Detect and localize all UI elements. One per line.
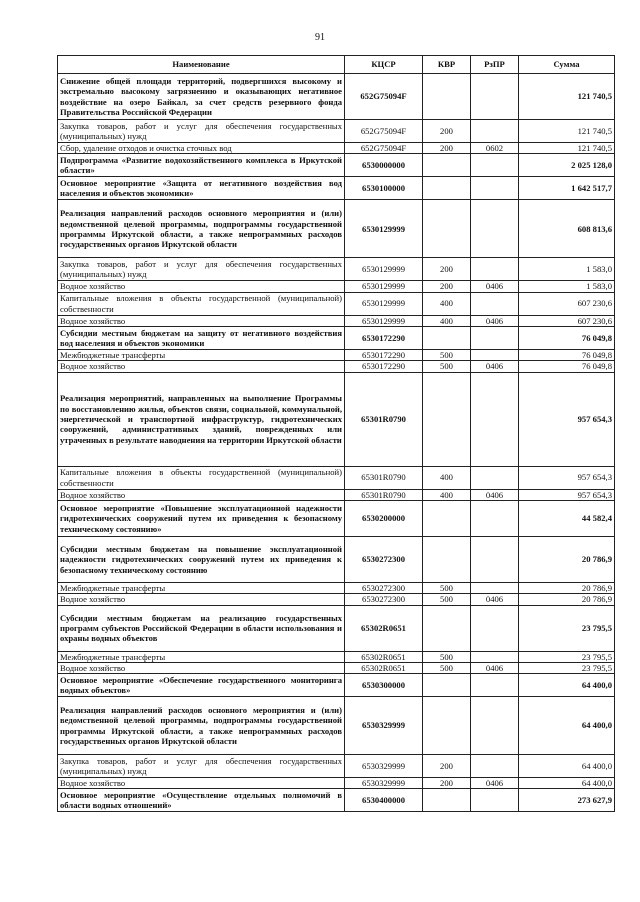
cell-rzpr [471,74,519,120]
cell-kvr [423,536,471,582]
cell-kvr [423,697,471,755]
cell-kvr: 500 [423,662,471,673]
cell-name: Межбюджетные трансферты [58,349,345,360]
cell-sum: 121 740,5 [519,74,615,120]
cell-name: Водное хозяйство [58,315,345,326]
cell-sum: 957 654,3 [519,466,615,489]
cell-kcsr: 6530129999 [345,281,423,292]
cell-sum: 20 786,9 [519,536,615,582]
table-row [58,200,615,258]
cell-name: Основное мероприятие «Обеспечение государственного мониторинга водных объектов» [58,674,345,697]
cell-kcsr: 65302R0651 [345,605,423,651]
cell-kcsr: 65301R0790 [345,466,423,489]
cell-sum: 1 583,0 [519,258,615,281]
cell-name: Снижение общей площади территорий, подвергшихся высокому и экстремально высокому загрязнению и оказывающих негативное воздействие на озеро Байкал, за счет средств резервного фонда Правительства Российской Федерации [58,74,345,120]
cell-kcsr: 6530129999 [345,258,423,281]
cell-kvr: 500 [423,594,471,605]
cell-name: Подпрограмма «Развитие водохозяйственного комплекса в Иркутской области» [58,154,345,177]
cell-kcsr: 6530129999 [345,315,423,326]
cell-kcsr: 6530329999 [345,697,423,755]
table-row [58,326,615,349]
cell-name: Капитальные вложения в объекты государственной (муниципальной) собственности [58,466,345,489]
cell-kvr: 200 [423,755,471,778]
header-sum: Сумма [519,56,615,74]
cell-kcsr: 6530329999 [345,755,423,778]
cell-kcsr: 65302R0651 [345,651,423,662]
cell-sum: 23 795,5 [519,651,615,662]
cell-kcsr: 652G75094F [345,120,423,143]
cell-rzpr [471,292,519,315]
budget-table [57,55,615,812]
cell-name: Основное мероприятие «Осуществление отдельных полномочий в области водных отношений» [58,789,345,812]
table-body [58,74,615,812]
cell-sum: 64 400,0 [519,697,615,755]
cell-kvr: 400 [423,315,471,326]
cell-sum: 23 795,5 [519,662,615,673]
cell-sum: 20 786,9 [519,582,615,593]
cell-kcsr: 65302R0651 [345,662,423,673]
cell-kvr: 200 [423,258,471,281]
table-row [58,500,615,536]
cell-name: Реализация направлений расходов основного мероприятия и (или) ведомственной целевой программы, подпрограммы государственной программы Иркутской области, а также непрограммных расходов государственных органов Иркутской области [58,200,345,258]
header-rzpr: РзПР [471,56,519,74]
table-row [58,466,615,489]
cell-rzpr [471,372,519,466]
table-row [58,281,615,292]
cell-rzpr: 0406 [471,315,519,326]
cell-rzpr [471,500,519,536]
cell-kvr: 400 [423,466,471,489]
cell-kcsr: 652G75094F [345,143,423,154]
table-row [58,674,615,697]
cell-rzpr [471,651,519,662]
cell-rzpr [471,154,519,177]
cell-kcsr: 652G75094F [345,74,423,120]
cell-rzpr [471,177,519,200]
cell-sum: 64 400,0 [519,778,615,789]
table-row [58,349,615,360]
cell-kcsr: 6530200000 [345,500,423,536]
cell-name: Межбюджетные трансферты [58,582,345,593]
cell-kvr [423,326,471,349]
table-row [58,662,615,673]
cell-rzpr [471,582,519,593]
cell-name: Основное мероприятие «Повышение эксплуатационной надежности гидротехнических сооружений путем их приведения к безопасному техническому состоянию» [58,500,345,536]
cell-kvr [423,74,471,120]
cell-name: Водное хозяйство [58,361,345,372]
cell-kcsr: 6530172290 [345,349,423,360]
page-number: 91 [315,32,325,43]
cell-rzpr [471,349,519,360]
cell-rzpr [471,536,519,582]
cell-rzpr [471,466,519,489]
cell-kcsr: 65301R0790 [345,372,423,466]
cell-name: Водное хозяйство [58,281,345,292]
cell-kcsr: 6530000000 [345,154,423,177]
cell-kvr: 500 [423,349,471,360]
cell-rzpr [471,789,519,812]
cell-kcsr: 6530172290 [345,361,423,372]
cell-sum: 1 642 517,7 [519,177,615,200]
cell-sum: 607 230,6 [519,292,615,315]
cell-name: Водное хозяйство [58,778,345,789]
table-row [58,697,615,755]
cell-kcsr: 6530272300 [345,594,423,605]
cell-rzpr: 0406 [471,662,519,673]
cell-sum: 1 583,0 [519,281,615,292]
cell-sum: 121 740,5 [519,120,615,143]
cell-name: Закупка товаров, работ и услуг для обеспечения государственных (муниципальных) нужд [58,120,345,143]
cell-kvr [423,372,471,466]
cell-name: Реализация мероприятий, направленных на выполнение Программы по восстановлению жилья, объектов связи, социальной, коммунальной, энергетической и транспортной инфраструктур, гидротехнических сооружений, административных зданий, поврежденных или утраченных в результате наводнения на территории Иркутской области [58,372,345,466]
table-row [58,143,615,154]
cell-kcsr: 65301R0790 [345,489,423,500]
table-row [58,778,615,789]
cell-kvr: 200 [423,120,471,143]
cell-rzpr: 0406 [471,361,519,372]
cell-kvr [423,674,471,697]
cell-sum: 76 049,8 [519,361,615,372]
table-row [58,536,615,582]
table-row [58,594,615,605]
table-header-row [58,56,615,74]
cell-kcsr: 6530100000 [345,177,423,200]
header-kcsr: КЦСР [345,56,423,74]
cell-rzpr: 0602 [471,143,519,154]
cell-rzpr [471,258,519,281]
cell-name: Сбор, удаление отходов и очистка сточных вод [58,143,345,154]
table-row [58,582,615,593]
cell-kvr [423,200,471,258]
cell-kcsr: 6530272300 [345,582,423,593]
cell-sum: 64 400,0 [519,674,615,697]
cell-sum: 20 786,9 [519,594,615,605]
cell-name: Субсидии местным бюджетам на реализацию государственных программ субъектов Российской Федерации в области использования и охраны водных объектов [58,605,345,651]
cell-sum: 957 654,3 [519,372,615,466]
cell-sum: 44 582,4 [519,500,615,536]
table-row [58,258,615,281]
table-row [58,372,615,466]
cell-kvr [423,605,471,651]
cell-sum: 121 740,5 [519,143,615,154]
cell-kvr [423,789,471,812]
table-row [58,755,615,778]
table-row [58,361,615,372]
header-name: Наименование [58,56,345,74]
cell-kvr: 200 [423,143,471,154]
cell-kvr: 400 [423,292,471,315]
cell-name: Водное хозяйство [58,662,345,673]
cell-name: Межбюджетные трансферты [58,651,345,662]
table-row [58,154,615,177]
cell-kvr [423,500,471,536]
cell-kcsr: 6530272300 [345,536,423,582]
cell-kvr [423,177,471,200]
cell-name: Капитальные вложения в объекты государственной (муниципальной) собственности [58,292,345,315]
table-row [58,605,615,651]
cell-name: Реализация направлений расходов основного мероприятия и (или) ведомственной целевой программы, подпрограммы государственной программы Иркутской области, а также непрограммных расходов государственных органов Иркутской области [58,697,345,755]
table-row [58,177,615,200]
cell-rzpr [471,697,519,755]
cell-rzpr [471,605,519,651]
cell-kcsr: 6530172290 [345,326,423,349]
cell-kcsr: 6530329999 [345,778,423,789]
cell-sum: 76 049,8 [519,326,615,349]
cell-kvr: 400 [423,489,471,500]
cell-kvr: 500 [423,361,471,372]
cell-rzpr [471,326,519,349]
cell-sum: 2 025 128,0 [519,154,615,177]
cell-rzpr [471,755,519,778]
table-row [58,789,615,812]
cell-name: Водное хозяйство [58,489,345,500]
cell-rzpr: 0406 [471,594,519,605]
table-row [58,651,615,662]
cell-rzpr: 0406 [471,281,519,292]
cell-kvr: 200 [423,281,471,292]
cell-sum: 607 230,6 [519,315,615,326]
cell-kcsr: 6530129999 [345,292,423,315]
cell-sum: 273 627,9 [519,789,615,812]
cell-kcsr: 6530400000 [345,789,423,812]
cell-kvr: 200 [423,778,471,789]
cell-kvr: 500 [423,651,471,662]
table-row [58,489,615,500]
cell-sum: 64 400,0 [519,755,615,778]
table-row [58,292,615,315]
cell-rzpr [471,200,519,258]
cell-sum: 957 654,3 [519,489,615,500]
cell-name: Закупка товаров, работ и услуг для обеспечения государственных (муниципальных) нужд [58,755,345,778]
cell-name: Водное хозяйство [58,594,345,605]
cell-name: Закупка товаров, работ и услуг для обеспечения государственных (муниципальных) нужд [58,258,345,281]
cell-kcsr: 6530300000 [345,674,423,697]
cell-rzpr: 0406 [471,489,519,500]
cell-sum: 23 795,5 [519,605,615,651]
cell-kvr: 500 [423,582,471,593]
cell-rzpr: 0406 [471,778,519,789]
table-row [58,74,615,120]
cell-name: Основное мероприятие «Защита от негативного воздействия вод населения и объектов экономики» [58,177,345,200]
cell-sum: 76 049,8 [519,349,615,360]
header-kvr: КВР [423,56,471,74]
cell-name: Субсидии местным бюджетам на повышение эксплуатационной надежности гидротехнических сооружений путем их приведения к безопасному техническому состоянию [58,536,345,582]
cell-sum: 608 813,6 [519,200,615,258]
table-row [58,120,615,143]
table-row [58,315,615,326]
cell-rzpr [471,120,519,143]
cell-kvr [423,154,471,177]
cell-kcsr: 6530129999 [345,200,423,258]
cell-rzpr [471,674,519,697]
cell-name: Субсидии местным бюджетам на защиту от негативного воздействия вод населения и объектов экономики [58,326,345,349]
